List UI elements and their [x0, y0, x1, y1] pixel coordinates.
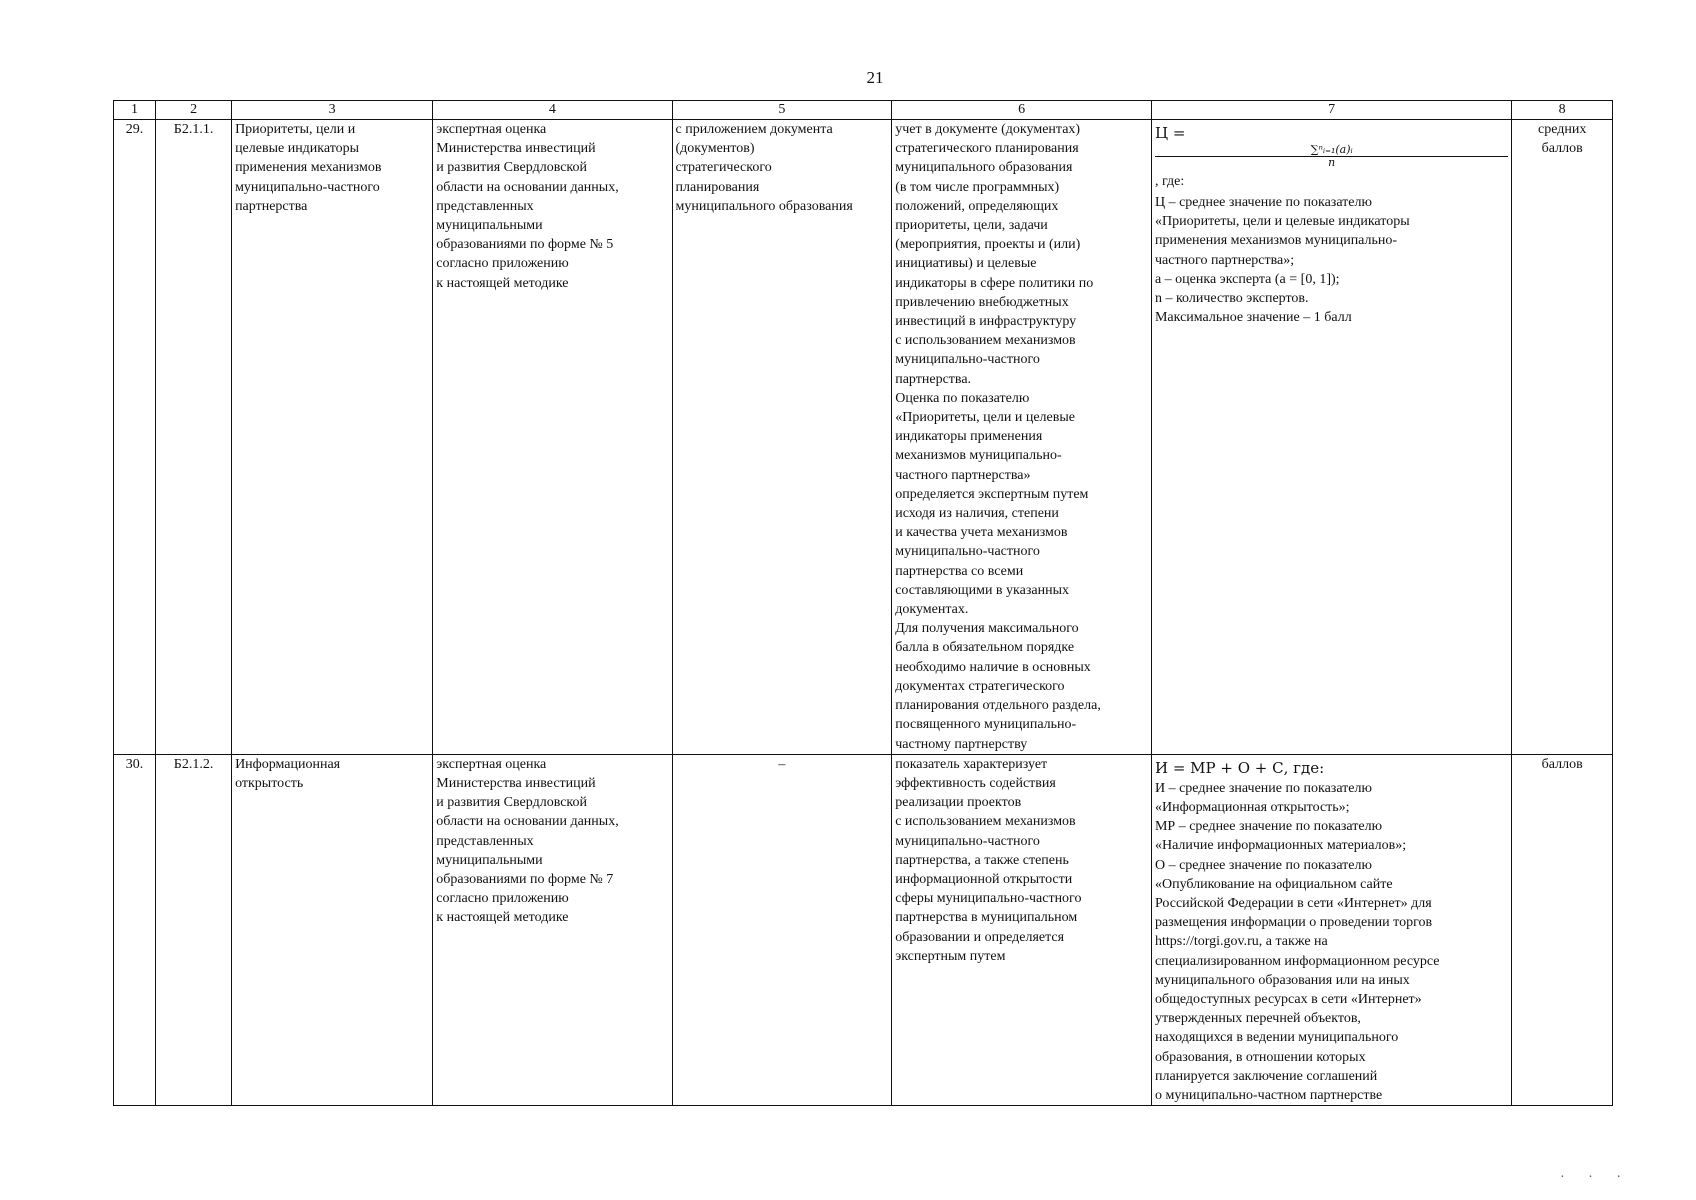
- formula: Ц = ∑ⁿᵢ₌₁(a)ᵢ n , где:: [1155, 122, 1508, 193]
- indicator-name: Приоритеты, цели и целевые индикаторы применения механизмов муниципально-частного партнерства: [232, 120, 433, 755]
- indicator-table: [113, 100, 1613, 1106]
- calculation-formula: Ц = ∑ⁿᵢ₌₁(a)ᵢ n , где: Ц – среднее значение по показателю «Приоритеты, цели и целевые индикаторы применения механизмов муниципально- частного партнерства»; a – оценка эксперта (a = [0, 1]); n – количество экспертов. Максимальное значение – 1 балл: [1151, 120, 1511, 755]
- indicator-name: Информационная открытость: [232, 754, 433, 1105]
- formula-fraction: ∑ⁿᵢ₌₁(a)ᵢ n: [1155, 144, 1508, 169]
- column-number-row: [114, 101, 1613, 120]
- indicator-code: Б2.1.1.: [156, 120, 232, 755]
- units-of-measure: баллов: [1512, 754, 1613, 1105]
- table-row: [114, 120, 1613, 755]
- data-source: экспертная оценка Министерства инвестиций и развития Свердловской области на основании данных, представленных муниципальными образованиями по форме № 7 согласно приложению к настоящей методике: [433, 754, 672, 1105]
- data-source: экспертная оценка Министерства инвестиций и развития Свердловской области на основании данных, представленных муниципальными образованиями по форме № 5 согласно приложению к настоящей методике: [433, 120, 672, 755]
- method-description: учет в документе (документах) стратегического планирования муниципального образования (в том числе программных) положений, определяющих приоритеты, цели, задачи (мероприятия, проекты и (или) инициативы) и целевые индикаторы в сфере политики по привлечению внебюджетных инвестиций в инфраструктуру с использованием механизмов муниципально-частного партнерства. Оценка по показателю «Приоритеты, цели и целевые индикаторы применения механизмов муниципально- частного партнерства» определяется экспертным путем исходя из наличия, степени и качества учета механизмов муниципально-частного партнерства со всеми составляющими в указанных документах. Для получения максимального балла в обязательном порядке необходимо наличие в основных документах стратегического планирования отдельного раздела, посвященного муниципально- частному партнерству: [892, 120, 1152, 755]
- page-number: 21: [866, 68, 884, 87]
- row-number: 30.: [114, 754, 156, 1105]
- indicator-code: Б2.1.2.: [156, 754, 232, 1105]
- units-of-measure: средних баллов: [1512, 120, 1613, 755]
- column-header: 1: [114, 101, 156, 120]
- scan-artifact: · · ·: [1560, 1170, 1631, 1185]
- column-header: 2: [156, 101, 232, 120]
- column-header: 5: [672, 101, 892, 120]
- calculation-formula: И = МР + О + С, где: И – среднее значение по показателю «Информационная открытость»; МР – среднее значение по показателю «Наличие информационных материалов»; О – среднее значение по показателю «Опубликование на официальном сайте Российской Федерации в сети «Интернет» для размещения информации о проведении торгов https://torgi.gov.ru, а также на специализированном информационном ресурсе муниципального образования или на иных общедоступных ресурсах в сети «Интернет» утвержденных перечней объектов, находящихся в ведении муниципального образования, в отношении которых планируется заключение соглашений о муниципально-частном партнерстве: [1151, 754, 1511, 1105]
- column-header: 8: [1512, 101, 1613, 120]
- method-description: показатель характеризует эффективность содействия реализации проектов с использованием механизмов муниципально-частного партнерства, а также степень информационной открытости сферы муниципально-частного партнерства в муниципальном образовании и определяется экспертным путем: [892, 754, 1152, 1105]
- column-header: 3: [232, 101, 433, 120]
- column-header: 7: [1151, 101, 1511, 120]
- column-header: 4: [433, 101, 672, 120]
- row-number: 29.: [114, 120, 156, 755]
- attached-documents: –: [672, 754, 892, 1105]
- formula: И = МР + О + С, где:: [1154, 758, 1325, 777]
- column-header: 6: [892, 101, 1152, 120]
- attached-documents: с приложением документа (документов) стратегического планирования муниципального образования: [672, 120, 892, 755]
- table-row: [114, 754, 1613, 1105]
